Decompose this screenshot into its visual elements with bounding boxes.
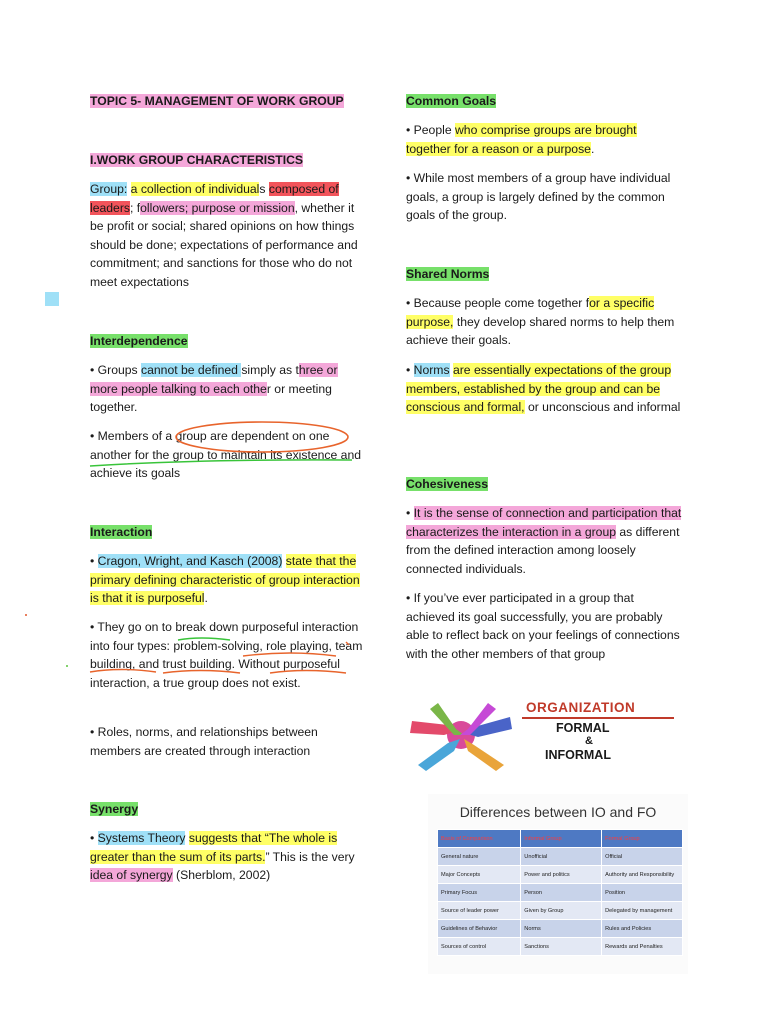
table-row [438,920,683,938]
table-cell: Sources of control [438,938,521,956]
table-cell: Official [602,848,683,866]
group-term: Group: [90,182,128,196]
differences-table [437,829,683,956]
text-run: a collection of individual [130,182,260,196]
text-run: • They go on to break down purposeful interaction into four types: [90,620,359,653]
text-run: • Roles, norms, and relationships between members are created through interaction [90,725,318,758]
heading-text: Cohesiveness [406,477,488,491]
text-run: problem-solving [173,638,260,653]
text-run: they develop shared norms to help them achieve their goals. [406,314,675,348]
table-row [438,848,683,866]
heading-text: Common Goals [406,94,497,108]
hands-logo-icon [408,699,514,771]
green-underline [178,638,230,640]
heading-text: Shared Norms [406,267,490,281]
table-cell: Sanctions [521,938,602,956]
cohesiveness-p1 [406,504,684,578]
text-run: • Because people come together f [406,296,590,310]
text-run: are essentially expectations of the group members, established by the group and can be conscious and formal, [406,363,672,415]
title-text: TOPIC 5- MANAGEMENT OF WORK GROUP [90,94,344,108]
text-run: It is the sense of connection and participation that characterizes the interaction in a group [406,506,682,539]
orange-underline [90,670,156,673]
heading-text: Synergy [90,802,139,816]
text-run: Systems Theory [97,831,186,845]
text-run: • Groups [90,363,142,377]
text-run: • [90,554,98,568]
table-row [438,938,683,956]
text-run: . Without purposeful interaction, a true group does not exist. [90,657,341,690]
text-run: • If you’ve ever participated in a group that achieved its goal successfully, you are probably able to reflect back on your feelings of connections with the other members of that group [406,591,680,661]
text-run: ” This is the very [265,849,355,864]
text-run: composed of leaders [90,182,339,215]
text-run: or a specific purpose, [406,296,655,329]
orange-underline [163,671,240,674]
green-underline [90,460,352,466]
common-goals-heading [406,92,684,111]
orange-underline [243,653,336,656]
text-run: as different from the defined interaction among loosely connected individuals. [406,524,680,576]
shared-norms-heading [406,265,684,284]
differences-title: Differences between IO and FO [459,804,657,820]
org-ampersand: & [585,735,593,747]
text-run: team building [90,638,363,672]
table-cell: Delegated by management [602,902,683,920]
text-run: Cragon, Wright, and Kasch (2008) [97,554,283,568]
text-run: idea of synergy [90,868,173,883]
text-run: , and [132,657,163,672]
text-run: suggests that “The whole is greater than the sum of its parts. [90,831,338,864]
text-run: cannot be defined [141,363,242,377]
table-cell: Source of leader power [438,902,521,920]
text-run: • While most members of a group have individual goals, a group is largely defined by the common goals of the group. [406,171,671,223]
text-run: • [90,831,98,845]
org-formal: FORMAL [556,721,610,735]
table-cell: Norms [521,920,602,938]
org-underline [522,717,674,719]
text-run: r or meeting together. [90,381,332,415]
text-run: ; f [129,200,141,215]
org-informal: INFORMAL [545,748,611,762]
table-cell: Guidelines of Behavior [438,920,521,938]
text-run: • Members of a group are dependent on one another for the group to maintain its existence and achieve its goals [90,429,361,481]
table-cell: Authority and Responsibility [602,866,683,884]
heading-text: Interdependence [90,334,188,348]
table-cell: General nature [438,848,521,866]
text-run: • [406,506,414,520]
organization-graphic [408,697,680,773]
table-cell: Person [521,884,602,902]
orange-circle [176,422,348,452]
table-row [438,902,683,920]
text-run: role playing [266,638,329,653]
table-header: Informal Group [521,830,602,848]
text-run: • [406,363,414,377]
table-cell: Major Concepts [438,866,521,884]
table-header: Basis of Comparison [438,830,521,848]
text-run: ollowers; p [140,200,199,215]
text-run: . [590,141,595,156]
text-run: (Sherblom, 2002) [172,868,271,883]
text-run: hree or more people talking to each othe [90,363,338,396]
text-run: s [259,182,269,196]
text-run: , whether it be profit or social; shared opinions on how things should be done; expectations of performance and commitment; and sanctions for those who do not meet expectations [90,200,358,289]
section-heading-text: I.WORK GROUP CHARACTERISTICS [90,153,304,167]
text-run: simply as t [241,363,299,377]
table-row [438,866,683,884]
table-header-row [438,830,683,848]
text-run: who comprise groups are brought together for a reason or a purpose [406,123,637,156]
text-run: . [204,591,208,606]
common-goals-p2 [406,169,684,225]
cohesiveness-heading [406,475,684,494]
table-row [438,884,683,902]
shared-norms-p1 [406,294,684,350]
common-goals-p1 [406,121,684,158]
text-run: state that the primary defining characteristic of group interaction is that it is purposeful [90,554,360,606]
table-cell: Position [602,884,683,902]
text-run: , [259,638,267,653]
table-cell: Rewards and Penalties [602,938,683,956]
orange-underline [270,671,346,674]
text-run: trust building [162,657,232,672]
text-run: • People [406,123,455,137]
text-run: urpose or mission [198,200,295,215]
table-cell: Rules and Policies [602,920,683,938]
text-run: Norms [413,363,450,377]
heading-text: Interaction [90,525,153,539]
orange-mark [346,642,349,645]
org-title: ORGANIZATION [526,700,636,715]
text-run: , [328,638,336,653]
shared-norms-p2 [406,361,684,417]
table-cell: Unofficial [521,848,602,866]
table-cell: Power and politics [521,866,602,884]
cohesiveness-p2 [406,589,684,663]
text-run: or unconscious and informal [524,400,681,415]
table-cell: Given by Group [521,902,602,920]
table-cell: Primary Focus [438,884,521,902]
differences-figure [428,794,688,974]
table-header: Formal Group [602,830,683,848]
